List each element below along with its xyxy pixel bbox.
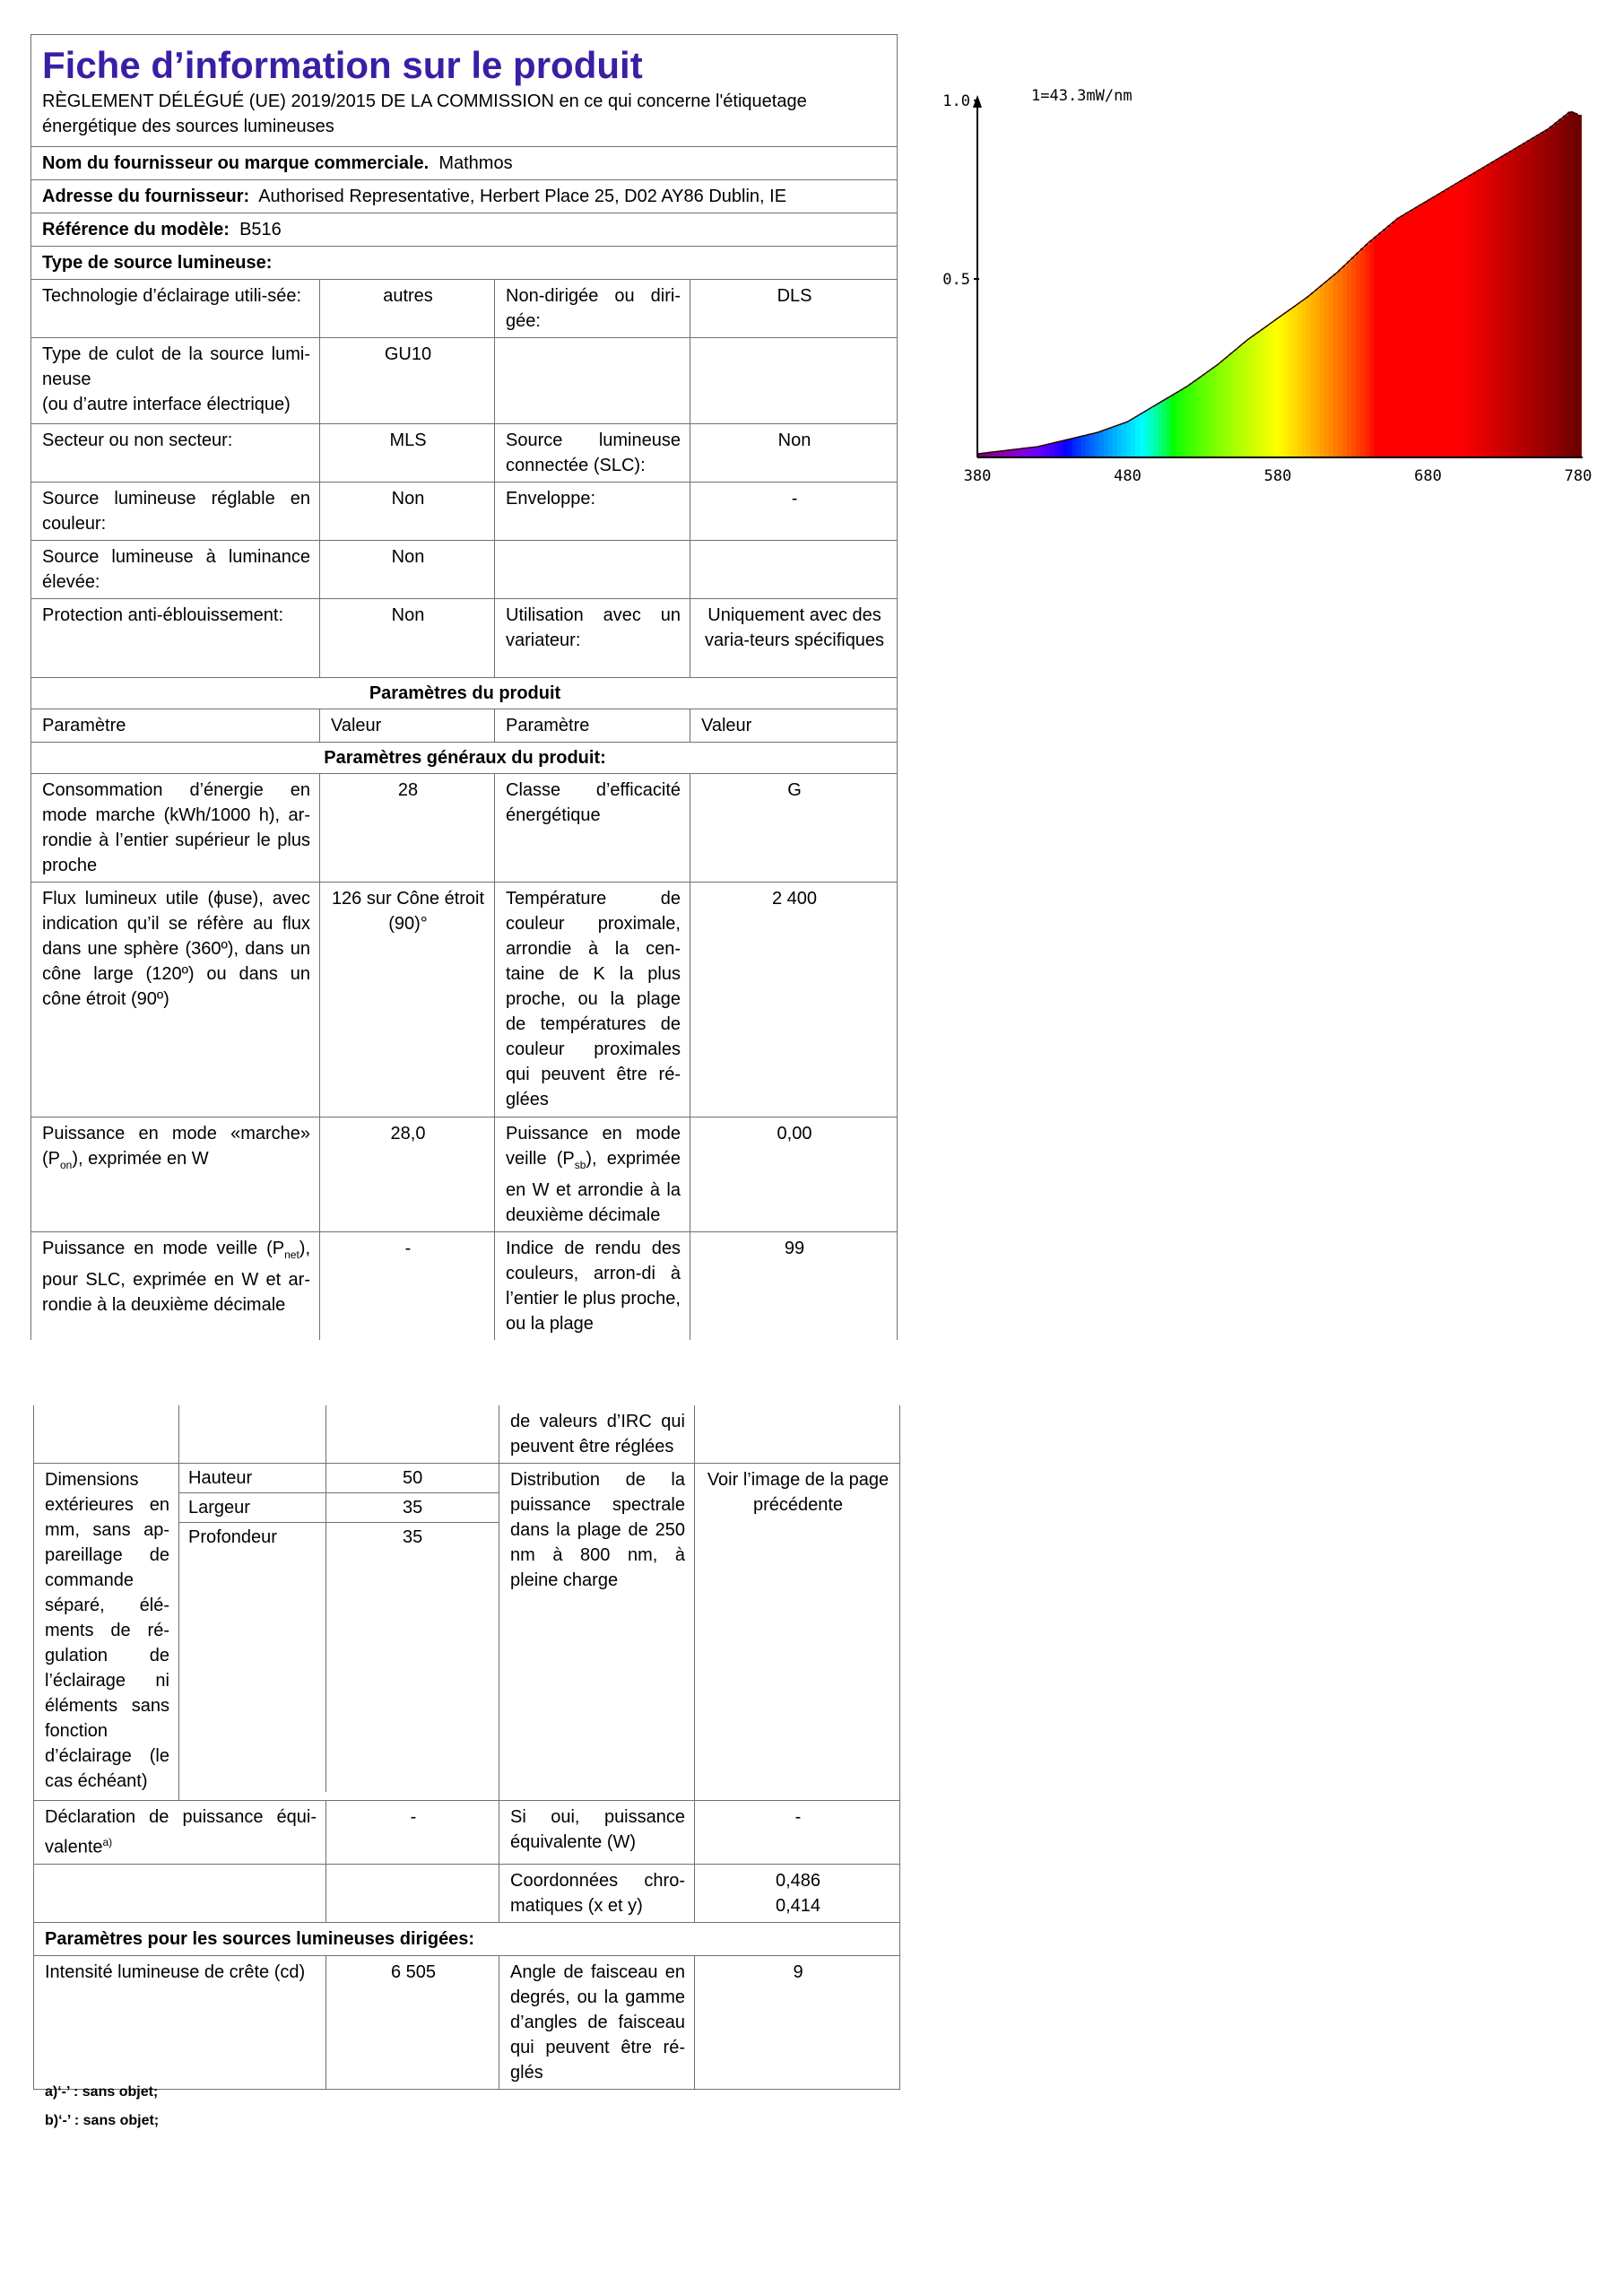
x-tick-label: 580	[1263, 467, 1292, 485]
column-header-param-2: Paramètre	[495, 709, 690, 743]
spectrum-bar	[1478, 170, 1483, 457]
spectrum-bar	[1523, 143, 1528, 457]
spectrum-bar	[1360, 248, 1366, 457]
envelope-value: -	[690, 483, 898, 541]
color-temperature-value: 2 400	[690, 883, 898, 1118]
column-header-value-2: Valeur	[690, 709, 898, 743]
model-reference-label: Référence du modèle:	[42, 220, 230, 239]
spectrum-bar	[1009, 450, 1014, 457]
on-mode-power-label: Puissance en mode «marche» $(P_{on})$, exprimée en W	[31, 1118, 320, 1232]
spectrum-bar	[1176, 392, 1181, 457]
empty-cell	[695, 1405, 900, 1464]
spectrum-bar	[1185, 387, 1190, 457]
column-header-param: Paramètre	[31, 709, 320, 743]
spectrum-bar	[1473, 172, 1479, 457]
dimension-depth-value: 35	[326, 1523, 499, 1792]
supplier-name-label: Nom du fournisseur ou marque commerciale.	[42, 153, 430, 173]
x-tick-label: 780	[1564, 467, 1593, 485]
lighting-technology-value: autres	[320, 280, 495, 338]
spectrum-bar	[1095, 432, 1100, 457]
spectrum-bar	[1532, 137, 1537, 457]
spectrum-bar	[1243, 342, 1248, 457]
spectrum-bar	[1410, 210, 1415, 457]
spectrum-bar	[1131, 419, 1136, 457]
spectrum-bar	[1315, 289, 1321, 457]
spectrum-bar	[1022, 448, 1028, 457]
networked-standby-label: Puissance en mode veille $(P_{net})$, pour SLC, exprimée en W et ar-rondie à la deuxième décimale	[31, 1232, 320, 1341]
empty-cell	[34, 1864, 326, 1922]
footnote-a: a)‘-’ : sans objet;	[45, 2084, 159, 2100]
spectrum-bar	[1378, 232, 1384, 457]
spectrum-bar	[1198, 377, 1203, 457]
spectrum-bar	[1500, 156, 1506, 457]
spectrum-bar	[1158, 403, 1163, 457]
spectrum-bar	[1104, 430, 1109, 457]
spectrum-bar	[1122, 423, 1127, 457]
spectrum-bar	[1482, 167, 1488, 457]
footnote-b: b)‘-’ : sans objet;	[45, 2113, 160, 2128]
spectrum-bar	[1180, 389, 1185, 457]
spectrum-bar	[1126, 422, 1132, 457]
spectrum-bar	[1113, 426, 1118, 457]
spectrum-bar	[1004, 450, 1010, 457]
page-title: Fiche d’information sur le produit	[42, 44, 643, 86]
equivalent-power-label: Déclaration de puissance équi-valente$^{a)}$	[34, 1801, 326, 1865]
spectrum-bar	[1302, 300, 1307, 457]
spectrum-bar	[1576, 115, 1582, 457]
spectrum-bar	[1054, 442, 1059, 457]
dimension-width-label: Largeur	[179, 1493, 326, 1523]
spectrum-bar	[1333, 274, 1339, 457]
spectrum-bar	[1234, 349, 1239, 457]
spectrum-bar	[1253, 335, 1258, 457]
supplier-name-row	[31, 147, 898, 180]
spectrum-bar	[1306, 296, 1312, 457]
dimmer-value: Uniquement avec des varia-teurs spécifiques	[690, 599, 898, 678]
spectrum-bar	[1541, 132, 1546, 457]
spectrum-bar	[1266, 326, 1271, 457]
cri-value: 99	[690, 1232, 898, 1341]
anti-glare-label: Protection anti-éblouissement:	[31, 599, 320, 678]
energy-class-label: Classe d’efficacité énergétique	[495, 774, 690, 883]
spectrum-bar	[1311, 292, 1316, 457]
spectrum-bar	[1320, 285, 1325, 457]
spectrum-bar	[1572, 113, 1577, 457]
beam-angle-label: Angle de faisceau en degrés, ou la gamme d’angles de faisceau qui peuvent être ré-glés	[499, 1955, 695, 2089]
spectrum-bar	[1549, 126, 1555, 457]
spectrum-bar	[1487, 164, 1492, 457]
scale-annotation: 1=43.3mW/nm	[1031, 87, 1133, 105]
spectrum-bar	[1153, 405, 1159, 457]
directional-label: Non-dirigée ou diri-gée:	[495, 280, 690, 338]
product-parameters-heading: Paramètres du produit	[31, 678, 898, 709]
spectrum-bar	[1108, 428, 1114, 457]
luminous-flux-value: 126 sur Cône étroit (90)°	[320, 883, 495, 1118]
spectrum-bar	[1144, 411, 1150, 457]
spectrum-bar	[1257, 332, 1263, 457]
cri-label: Indice de rendu des couleurs, arron-di à l’entier le plus proche, ou la plage	[495, 1232, 690, 1341]
spectrum-bar	[1460, 180, 1465, 457]
spectrum-bar	[1063, 440, 1068, 457]
supplier-address-value: Authorised Representative, Herbert Place 25, D02 AY86 Dublin, IE	[258, 187, 787, 206]
spectrum-bar	[1433, 196, 1438, 457]
empty-cell	[179, 1405, 326, 1464]
spectrum-bar	[1049, 443, 1055, 457]
lighting-technology-label: Technologie d’éclairage utili-sée:	[31, 280, 320, 338]
spectrum-bar	[1509, 151, 1515, 457]
regulation-subtitle: RÈGLEMENT DÉLÉGUÉ (UE) 2019/2015 DE LA COMMISSION en ce qui concerne l'étiquetage énergétique des sources lumineuses	[42, 91, 807, 136]
spectrum-bar	[1293, 306, 1298, 457]
spectrum-bar	[1347, 261, 1352, 457]
mains-label: Secteur ou non secteur:	[31, 424, 320, 483]
supplier-address-label: Adresse du fournisseur:	[42, 187, 250, 206]
standby-power-label: Puissance en mode veille $(P_{sb})$, exprimée en W et arrondie à la deuxième décimale	[495, 1118, 690, 1232]
color-tunable-value: Non	[320, 483, 495, 541]
spectrum-bar	[1027, 448, 1032, 457]
spectrum-bar	[1374, 237, 1379, 457]
spectrum-bar	[1392, 222, 1397, 457]
chromaticity-label: Coordonnées chro-matiques (x et y)	[499, 1864, 695, 1922]
spectrum-bar	[1423, 202, 1428, 457]
empty-cell	[495, 541, 690, 599]
standby-power-value: 0,00	[690, 1118, 898, 1232]
cap-type-cell	[31, 338, 320, 424]
spectrum-bar	[1563, 116, 1568, 457]
spectrum-bar	[1135, 416, 1141, 457]
envelope-label: Enveloppe:	[495, 483, 690, 541]
anti-glare-value: Non	[320, 599, 495, 678]
spectrum-bar	[1536, 135, 1541, 457]
spectrum-bar	[1149, 408, 1154, 457]
light-source-type-heading: Type de source lumineuse:	[31, 247, 898, 280]
spectrum-bar	[1162, 400, 1167, 457]
spectrum-bar	[1018, 448, 1023, 457]
peak-intensity-value: 6 505	[326, 1955, 499, 2089]
spectrum-bar	[1229, 352, 1235, 457]
dimension-depth-label: Profondeur	[179, 1523, 326, 1792]
spectrum-bar	[1262, 328, 1267, 457]
spectrum-bar	[1072, 438, 1078, 457]
spectrum-bar	[1271, 322, 1276, 457]
spectrum-bar	[1189, 383, 1194, 457]
energy-consumption-label: Consommation d’énergie en mode marche (kWh/1000 h), ar-rondie à l’entier supérieur le plus proche	[31, 774, 320, 883]
high-luminance-value: Non	[320, 541, 495, 599]
spectrum-bar	[1193, 380, 1199, 457]
spectrum-bar	[1040, 446, 1046, 457]
cap-type-label-2: (ou d’autre interface électrique)	[42, 395, 291, 414]
spectrum-bar	[1405, 213, 1410, 457]
spectrum-bar	[1171, 395, 1176, 457]
supplier-name-value: Mathmos	[438, 153, 513, 173]
peak-intensity-label: Intensité lumineuse de crête (cd)	[34, 1955, 326, 2089]
spectrum-bar	[1455, 183, 1461, 457]
spectrum-bar	[1090, 434, 1096, 457]
spectrum-bar	[1545, 129, 1550, 457]
spectrum-bar	[1086, 435, 1091, 457]
spectrum-bar	[1167, 397, 1172, 457]
connected-source-label: Source lumineuse connectée (SLC):	[495, 424, 690, 483]
spectrum-bar	[1414, 207, 1419, 457]
spectrum-bar	[1342, 265, 1348, 457]
spectrum-bar	[1365, 244, 1370, 457]
color-tunable-label: Source lumineuse réglable en couleur:	[31, 483, 320, 541]
spectrum-bar	[1356, 253, 1361, 457]
spectrum-bar	[1099, 431, 1105, 457]
cri-label-continued: de valeurs d’IRC qui peuvent être réglées	[499, 1405, 695, 1464]
x-tick-label: 480	[1114, 467, 1141, 485]
equivalent-power-w-label: Si oui, puissance équivalente (W)	[499, 1801, 695, 1865]
spectrum-bar	[1298, 302, 1303, 457]
spectrum-bar	[1140, 413, 1145, 457]
spectrum-bar	[1527, 140, 1532, 457]
spectrum-bar	[1496, 159, 1501, 457]
x-tick-label: 380	[963, 467, 992, 485]
empty-cell	[326, 1405, 499, 1464]
spectrum-bar	[1068, 439, 1073, 457]
spectrum-bar	[1013, 449, 1019, 457]
spectrum-bar	[1442, 191, 1447, 457]
y-tick-label: 0.5	[942, 271, 970, 289]
spectrum-bar	[1275, 318, 1280, 457]
spectrum-bar	[1419, 204, 1424, 457]
spectrum-bar	[1451, 186, 1456, 457]
spectral-power-chart	[933, 76, 1614, 498]
spectrum-bar	[1518, 145, 1523, 457]
spectrum-bar	[1338, 270, 1343, 457]
spectrum-bar	[1554, 123, 1559, 457]
spectrum-bar	[1289, 309, 1294, 457]
empty-cell	[495, 338, 690, 424]
spectrum-bar	[1469, 175, 1474, 457]
luminous-flux-label: Flux lumineux utile (ϕuse), avec indication qu’il se réfère au flux dans une sphère (360º), dans un cône large (120º) ou dans un cône étroit (90º)	[31, 883, 320, 1118]
directed-parameters-heading: Paramètres pour les sources lumineuses dirigées:	[34, 1922, 900, 1955]
spectrum-bar	[1081, 436, 1087, 457]
spectrum-bar	[1207, 370, 1212, 457]
spectrum-bar	[1383, 229, 1388, 457]
dimension-height-value: 50	[326, 1464, 499, 1493]
spectrum-bar	[1211, 368, 1217, 457]
empty-cell	[690, 338, 898, 424]
spectrum-bar	[1505, 153, 1510, 457]
spectrum-bar	[1216, 364, 1221, 457]
spectrum-bar	[1324, 281, 1330, 457]
spectrum-bar	[1031, 448, 1037, 457]
spectrum-bar	[1117, 424, 1123, 457]
spectrum-bar	[1567, 112, 1573, 457]
spectrum-bar	[1369, 240, 1375, 457]
product-info-table-page-2	[33, 1405, 900, 2090]
energy-class-value: G	[690, 774, 898, 883]
empty-cell	[690, 541, 898, 599]
spectrum-bar	[1248, 338, 1254, 457]
spectrum-bar	[1284, 312, 1289, 457]
spectrum-bar	[1514, 148, 1519, 457]
column-header-value: Valeur	[320, 709, 495, 743]
beam-angle-value: 9	[695, 1955, 900, 2089]
spectral-distribution-value: Voir l’image de la page précédente	[695, 1464, 900, 1801]
cap-type-label: Type de culot de la source lumi-neuse	[42, 344, 310, 389]
general-parameters-heading: Paramètres généraux du produit:	[31, 743, 898, 774]
dimensions-table	[179, 1464, 499, 1792]
color-temperature-label: Température de couleur proximale, arrondie à la cen-taine de K la plus proche, ou la plage de températures de couleur proximales qui peuvent être ré-glées	[495, 883, 690, 1118]
product-info-table	[30, 34, 898, 1340]
spectrum-bar	[1280, 316, 1285, 457]
dimension-height-label: Hauteur	[179, 1464, 326, 1493]
y-tick-label: 1.0	[942, 92, 970, 110]
x-tick-label: 680	[1414, 467, 1442, 485]
empty-cell	[326, 1864, 499, 1922]
spectrum-bar	[1220, 361, 1226, 457]
chromaticity-value	[695, 1864, 900, 1922]
dimension-width-value: 35	[326, 1493, 499, 1523]
spectrum-bar	[1045, 444, 1050, 457]
spectrum-bar	[1401, 215, 1406, 457]
mains-value: MLS	[320, 424, 495, 483]
connected-source-value: Non	[690, 424, 898, 483]
high-luminance-label: Source lumineuse à luminance élevée:	[31, 541, 320, 599]
spectrum-bar	[1000, 451, 1005, 457]
spectrum-bar	[1238, 345, 1244, 457]
spectral-distribution-label: Distribution de la puissance spectrale dans la plage de 250 nm à 800 nm, à pleine charge	[499, 1464, 695, 1801]
spectrum-bar	[1077, 437, 1082, 457]
spectrum-bar	[1036, 447, 1041, 457]
chromaticity-y: 0,414	[775, 1895, 821, 1916]
cap-type-value: GU10	[320, 338, 495, 424]
spectrum-bar	[1387, 225, 1393, 457]
spectrum-bar	[1428, 199, 1434, 457]
spectrum-bar	[1464, 178, 1470, 457]
supplier-address-row	[31, 180, 898, 213]
model-reference-row	[31, 213, 898, 247]
directional-value: DLS	[690, 280, 898, 338]
spectrum-bar	[1351, 257, 1357, 457]
model-reference-value: B516	[239, 220, 282, 239]
dimensions-label: Dimensions extérieures en mm, sans ap-pareillage de commande séparé, élé-ments de ré-gulation de l’éclairage ni éléments sans fonction d’éclairage (le cas échéant)	[34, 1464, 179, 1801]
spectrum-bar	[1437, 194, 1443, 457]
energy-consumption-value: 28	[320, 774, 495, 883]
equivalent-power-w-value: -	[695, 1801, 900, 1865]
on-mode-power-value: 28,0	[320, 1118, 495, 1232]
spectrum-bar	[1491, 161, 1497, 457]
spectrum-bar	[1446, 188, 1452, 457]
networked-standby-value: -	[320, 1232, 495, 1341]
spectrum-bar	[1202, 374, 1208, 457]
chromaticity-x: 0,486	[775, 1870, 821, 1891]
equivalent-power-value: -	[326, 1801, 499, 1865]
spectrum-bar	[1225, 356, 1230, 457]
spectrum-bar	[1058, 441, 1063, 457]
empty-cell	[34, 1405, 179, 1464]
spectrum-bar	[1329, 277, 1334, 457]
spectrum-bar	[1396, 218, 1402, 457]
dimmer-label: Utilisation avec un variateur:	[495, 599, 690, 678]
dimensions-cell	[179, 1464, 499, 1801]
spectrum-bar	[1558, 119, 1564, 457]
